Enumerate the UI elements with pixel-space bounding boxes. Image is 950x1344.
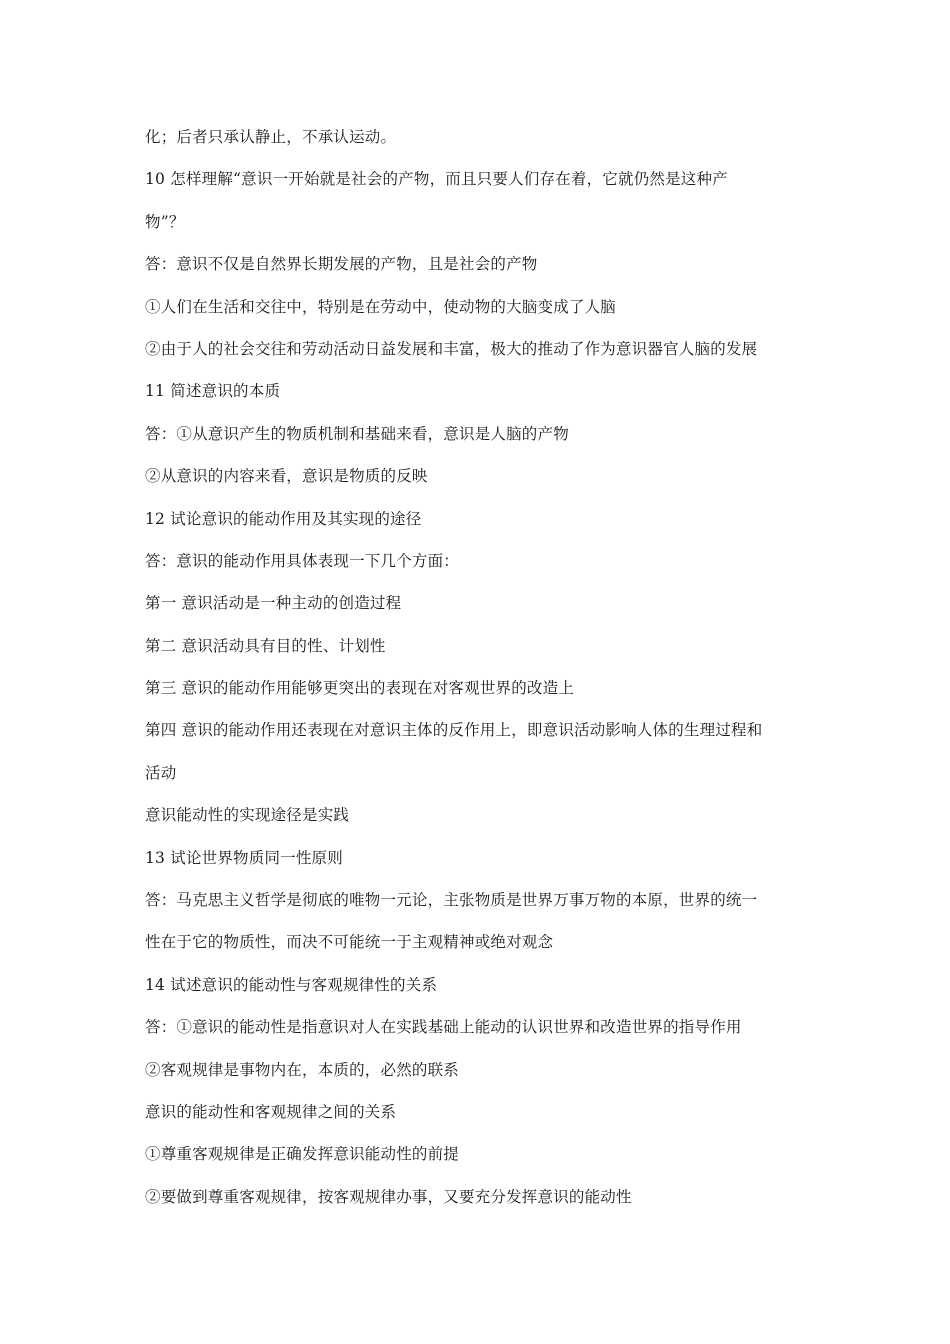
answer-line: ②由于人的社会交往和劳动活动日益发展和丰富，极大的推动了作为意识器官人脑的发展 xyxy=(145,339,758,358)
answer-line: 答：马克思主义哲学是彻底的唯物一元论，主张物质是世界万事万物的本原，世界的统一 xyxy=(145,891,758,910)
answer-line: 第四 意识的能动作用还表现在对意识主体的反作用上，即意识活动影响人体的生理过程和 xyxy=(145,721,763,740)
answer-line: 性在于它的物质性，而决不可能统一于主观精神或绝对观念 xyxy=(145,933,554,952)
text-line: 化；后者只承认静止，不承认运动。 xyxy=(145,128,397,146)
answer-line: ①人们在生活和交往中，特别是在劳动中，使动物的大脑变成了人脑 xyxy=(145,297,617,316)
answer-line: 意识能动性的实现途径是实践 xyxy=(145,806,350,825)
answer-line: 答：①意识的能动性是指意识对人在实践基础上能动的认识世界和改造世界的指导作用 xyxy=(145,1018,742,1037)
answer-line: 意识的能动性和客观规律之间的关系 xyxy=(145,1102,397,1121)
answer-line: 活动 xyxy=(145,763,177,782)
answer-line: ②要做到尊重客观规律，按客观规律办事，又要充分发挥意识的能动性 xyxy=(145,1187,632,1206)
answer-line: ②客观规律是事物内在，本质的，必然的联系 xyxy=(145,1060,460,1079)
question-11-heading: 11 简述意识的本质 xyxy=(145,382,281,401)
answer-line: ②从意识的内容来看，意识是物质的反映 xyxy=(145,467,428,486)
answer-line: 答：①从意识产生的物质机制和基础来看，意识是人脑的产物 xyxy=(145,424,569,443)
answer-line: 答：意识的能动作用具体表现一下几个方面： xyxy=(145,551,460,570)
answer-line: 答：意识不仅是自然界长期发展的产物，且是社会的产物 xyxy=(145,255,538,274)
question-12-heading: 12 试论意识的能动作用及其实现的途径 xyxy=(145,509,422,528)
question-10-heading-cont: 物”？ xyxy=(145,212,185,231)
document-body xyxy=(145,124,825,1226)
question-13-heading: 13 试论世界物质同一性原则 xyxy=(145,848,343,867)
question-10-heading: 10 怎样理解“意识一开始就是社会的产物，而且只要人们存在着，它就仍然是这种产 xyxy=(145,170,728,189)
answer-line: 第一 意识活动是一种主动的创造过程 xyxy=(145,594,402,613)
answer-line: 第三 意识的能动作用能够更突出的表现在对客观世界的改造上 xyxy=(145,679,575,698)
answer-line: 第二 意识活动具有目的性、计划性 xyxy=(145,636,386,655)
question-14-heading: 14 试述意识的能动性与客观规律性的关系 xyxy=(145,975,438,994)
answer-line: ①尊重客观规律是正确发挥意识能动性的前提 xyxy=(145,1145,460,1164)
